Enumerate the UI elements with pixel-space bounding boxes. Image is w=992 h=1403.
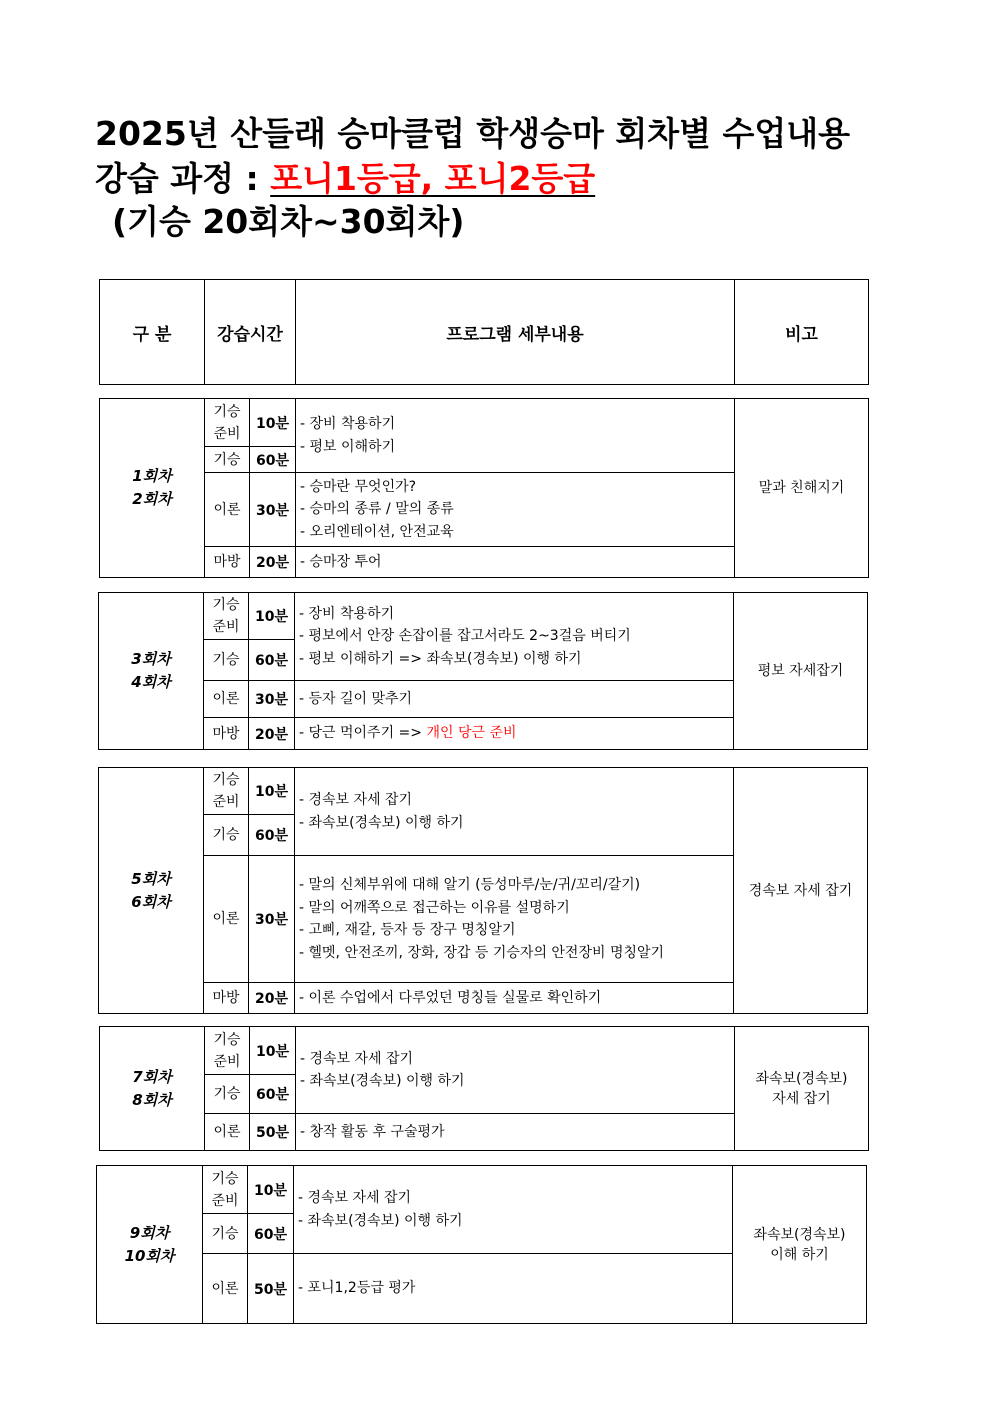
content-cell: - 장비 착용하기 - 평보에서 안장 손잡이를 잡고서라도 2~3걸음 버티기 - 평보 이해하기 => 좌속보(경속보) 이행 하기: [295, 593, 734, 681]
category-cell: 이론: [204, 681, 249, 718]
time-cell: 10분: [248, 1166, 294, 1214]
time-cell: 50분: [250, 1114, 296, 1151]
category-cell: 기승: [205, 447, 250, 473]
time-cell: 10분: [249, 768, 295, 815]
category-cell: 기승 준비: [205, 1027, 250, 1075]
category-cell: 이론: [203, 1254, 248, 1324]
session-block-5: [96, 1165, 867, 1324]
header-content: 프로그램 세부내용: [296, 280, 735, 385]
time-cell: 20분: [249, 983, 295, 1014]
category-cell: 기승: [203, 1214, 248, 1254]
content-cell: - 포니1,2등급 평가: [294, 1254, 733, 1324]
content-cell: - 승마란 무엇인가? - 승마의 종류 / 말의 종류 - 오리엔테이션, 안전교육: [296, 473, 735, 547]
session-block-4: [99, 1026, 869, 1151]
time-cell: 60분: [249, 815, 295, 856]
category-cell: 기승: [204, 640, 249, 681]
category-cell: 이론: [205, 1114, 250, 1151]
category-cell: 마방: [204, 983, 249, 1014]
time-cell: 60분: [248, 1214, 294, 1254]
session-block-1: [99, 398, 869, 578]
category-cell: 마방: [205, 547, 250, 578]
category-cell: 기승 준비: [204, 593, 249, 640]
time-cell: 60분: [249, 640, 295, 681]
time-cell: 30분: [249, 856, 295, 983]
time-cell: 30분: [250, 473, 296, 547]
content-cell: - 경속보 자세 잡기 - 좌속보(경속보) 이행 하기: [294, 1166, 733, 1254]
category-cell: 이론: [204, 856, 249, 983]
session-group: 1회차 2회차: [100, 399, 205, 578]
content-cell: - 경속보 자세 잡기 - 좌속보(경속보) 이행 하기: [296, 1027, 735, 1114]
time-cell: 10분: [250, 1027, 296, 1075]
document-title: 2025년 산들래 승마클럽 학생승마 회차별 수업내용: [95, 114, 850, 153]
session-group: 7회차 8회차: [100, 1027, 205, 1151]
course-levels: 포니1등급, 포니2등급: [270, 159, 596, 198]
session-block-2: [98, 592, 868, 750]
header-time: 강습시간: [205, 280, 296, 385]
header-group: 구 분: [100, 280, 205, 385]
category-cell: 기승: [204, 815, 249, 856]
content-cell: - 이론 수업에서 다루었던 명칭들 실물로 확인하기: [295, 983, 734, 1014]
session-group: 9회차 10회차: [97, 1166, 203, 1324]
header-table: [99, 279, 869, 385]
category-cell: 이론: [205, 473, 250, 547]
category-cell: 마방: [204, 718, 249, 750]
category-cell: 기승 준비: [205, 399, 250, 447]
content-cell: - 장비 착용하기 - 평보 이해하기: [296, 399, 735, 473]
time-cell: 10분: [249, 593, 295, 640]
time-cell: 30분: [249, 681, 295, 718]
time-cell: 20분: [249, 718, 295, 750]
carrot-notice: 개인 당근 준비: [426, 725, 517, 742]
content-cell: - 창작 활동 후 구술평가: [296, 1114, 735, 1151]
content-cell: - 경속보 자세 잡기 - 좌속보(경속보) 이행 하기: [295, 768, 734, 856]
content-cell: - 등자 길이 맞추기: [295, 681, 734, 718]
session-block-3: [98, 767, 868, 1014]
time-cell: 10분: [250, 399, 296, 447]
session-range: (기승 20회차~30회차): [112, 202, 465, 241]
category-cell: 기승 준비: [204, 768, 249, 815]
time-cell: 60분: [250, 447, 296, 473]
note-cell: 좌속보(경속보) 이해 하기: [733, 1166, 867, 1324]
note-cell: 경속보 자세 잡기: [734, 768, 868, 1014]
note-cell: 좌속보(경속보) 자세 잡기: [735, 1027, 869, 1151]
category-cell: 기승 준비: [203, 1166, 248, 1214]
course-label: 강습 과정 :: [95, 159, 271, 198]
content-cell: - 승마장 투어: [296, 547, 735, 578]
content-cell: - 말의 신체부위에 대해 알기 (등성마루/눈/귀/꼬리/갈기) - 말의 어깨쪽으로 접근하는 이유를 설명하기 - 고삐, 재갈, 등자 등 장구 명칭알기 - 헬멧, 안전조끼, 장화, 장갑 등 기승자의 안전장비 명칭알기: [295, 856, 734, 983]
session-group: 3회차 4회차: [99, 593, 204, 750]
time-cell: 60분: [250, 1075, 296, 1114]
note-cell: 말과 친해지기: [735, 399, 869, 578]
time-cell: 50분: [248, 1254, 294, 1324]
note-cell: 평보 자세잡기: [734, 593, 868, 750]
category-cell: 기승: [205, 1075, 250, 1114]
course-line: [95, 157, 595, 201]
content-cell: - 당근 먹이주기 => 개인 당근 준비: [295, 718, 734, 750]
header-note: 비고: [735, 280, 869, 385]
time-cell: 20분: [250, 547, 296, 578]
session-group: 5회차 6회차: [99, 768, 204, 1014]
